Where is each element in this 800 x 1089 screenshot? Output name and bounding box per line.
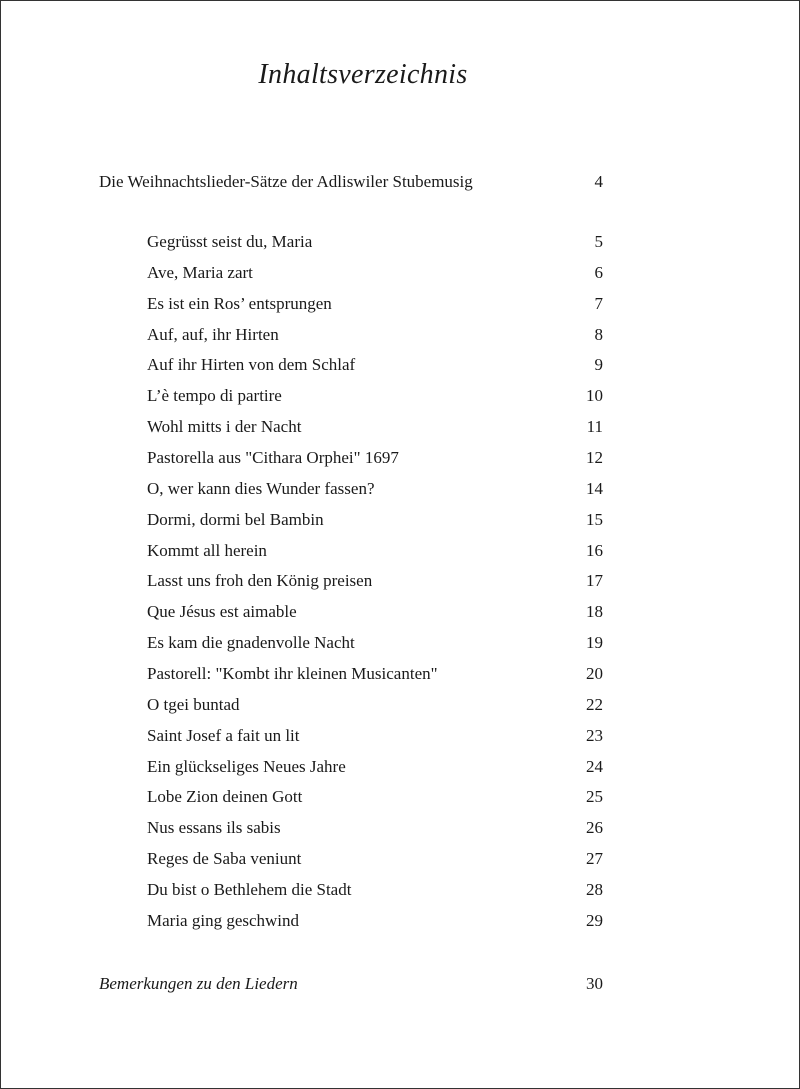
toc-entry-label: Dormi, dormi bel Bambin [147,509,324,529]
toc-entry-page: 15 [586,509,603,529]
toc-entry-label: Gegrüsst seist du, Maria [147,232,313,251]
toc-entry-label: Ave, Maria zart [147,262,253,282]
toc-entry-label: O tgei buntad [147,694,240,714]
toc-entry-label: Es ist ein Ros’ entsprungen [147,293,332,313]
toc-entry-page: 18 [586,602,603,622]
toc-entry [147,415,603,446]
toc-entry-page: 10 [586,386,603,406]
toc-entry-page: 22 [586,694,603,714]
toc-entry-page: 14 [586,478,603,498]
toc-entry-page: 20 [586,664,603,684]
toc-entry-label: Es kam die gnadenvolle Nacht [147,633,355,653]
toc-list [147,230,603,940]
toc-entry-page: 11 [586,417,603,437]
toc-entry [147,816,603,847]
toc-entry-page: 4 [594,172,603,191]
toc-entry [147,600,603,631]
toc-entry [147,755,603,786]
toc-entry-label: Auf ihr Hirten von dem Schlaf [147,355,356,375]
toc-entry [147,446,603,477]
toc-entry [147,631,603,662]
toc-entry-page: 30 [586,974,603,993]
toc-entry-page: 23 [586,725,603,745]
toc-main-entry [99,170,603,194]
page-title: Inhaltsverzeichnis [258,59,468,90]
toc-entry-page: 24 [586,756,603,776]
toc-entry [147,384,603,415]
toc-entry-label: Lasst uns froh den König preisen [147,571,373,591]
toc-entry-label: Kommt all herein [147,540,267,560]
toc-entry-label: L’è tempo di partire [147,386,282,406]
toc-entry [147,508,603,539]
toc-entry [147,724,603,755]
toc-entry [147,353,603,384]
toc-entry [147,909,603,940]
toc-entry-label: Ein glückseliges Neues Jahre [147,756,346,776]
toc-entry [147,785,603,816]
toc-entry-page: 19 [586,633,603,653]
toc-entry-page: 5 [594,232,603,251]
toc-entry-page: 25 [586,787,603,807]
toc-entry-page: 6 [594,262,603,282]
toc-entry-label: Du bist o Bethlehem die Stadt [147,880,352,900]
toc-entry-page: 12 [586,448,603,468]
toc-entry [147,230,603,261]
toc-entry-label: O, wer kann dies Wunder fassen? [147,478,375,498]
toc-entry [147,261,603,292]
toc-entry-label: Nus essans ils sabis [147,818,281,838]
toc-entry [147,539,603,570]
toc-entry-page: 8 [594,324,603,344]
toc-entry-label: Die Weihnachtslieder-Sätze der Adliswiler Stubemusig [99,172,473,191]
toc-entry-page: 9 [594,355,603,375]
toc-entry-page: 7 [594,293,603,313]
toc-entry [147,878,603,909]
toc-entry-label: Maria ging geschwind [147,910,300,930]
toc-entry-label: Pastorella aus "Cithara Orphei" 1697 [147,448,399,468]
toc-entry-label: Reges de Saba veniunt [147,849,302,869]
toc-entry [147,323,603,354]
toc-entry-label: Wohl mitts i der Nacht [147,417,302,437]
toc-entry-page: 26 [586,818,603,838]
toc-entry [147,693,603,724]
toc-entry-page: 28 [586,880,603,900]
toc-entry [147,662,603,693]
toc-entry-label: Saint Josef a fait un lit [147,725,300,745]
toc-entry-label: Bemerkungen zu den Liedern [99,974,298,993]
toc-entry-page: 17 [586,571,603,591]
toc-entry-page: 29 [586,910,603,930]
toc-entry-label: Que Jésus est aimable [147,602,297,622]
toc-entry [147,847,603,878]
toc-entry-label: Lobe Zion deinen Gott [147,787,303,807]
toc-entry-label: Auf, auf, ihr Hirten [147,324,279,344]
toc-entry-page: 27 [586,849,603,869]
toc-entry [147,569,603,600]
toc-entry [147,477,603,508]
toc-entry-label: Pastorell: "Kombt ihr kleinen Musicanten" [147,664,438,684]
toc-entry [147,292,603,323]
toc-footer-entry [99,972,603,996]
toc-entry-page: 16 [586,540,603,560]
